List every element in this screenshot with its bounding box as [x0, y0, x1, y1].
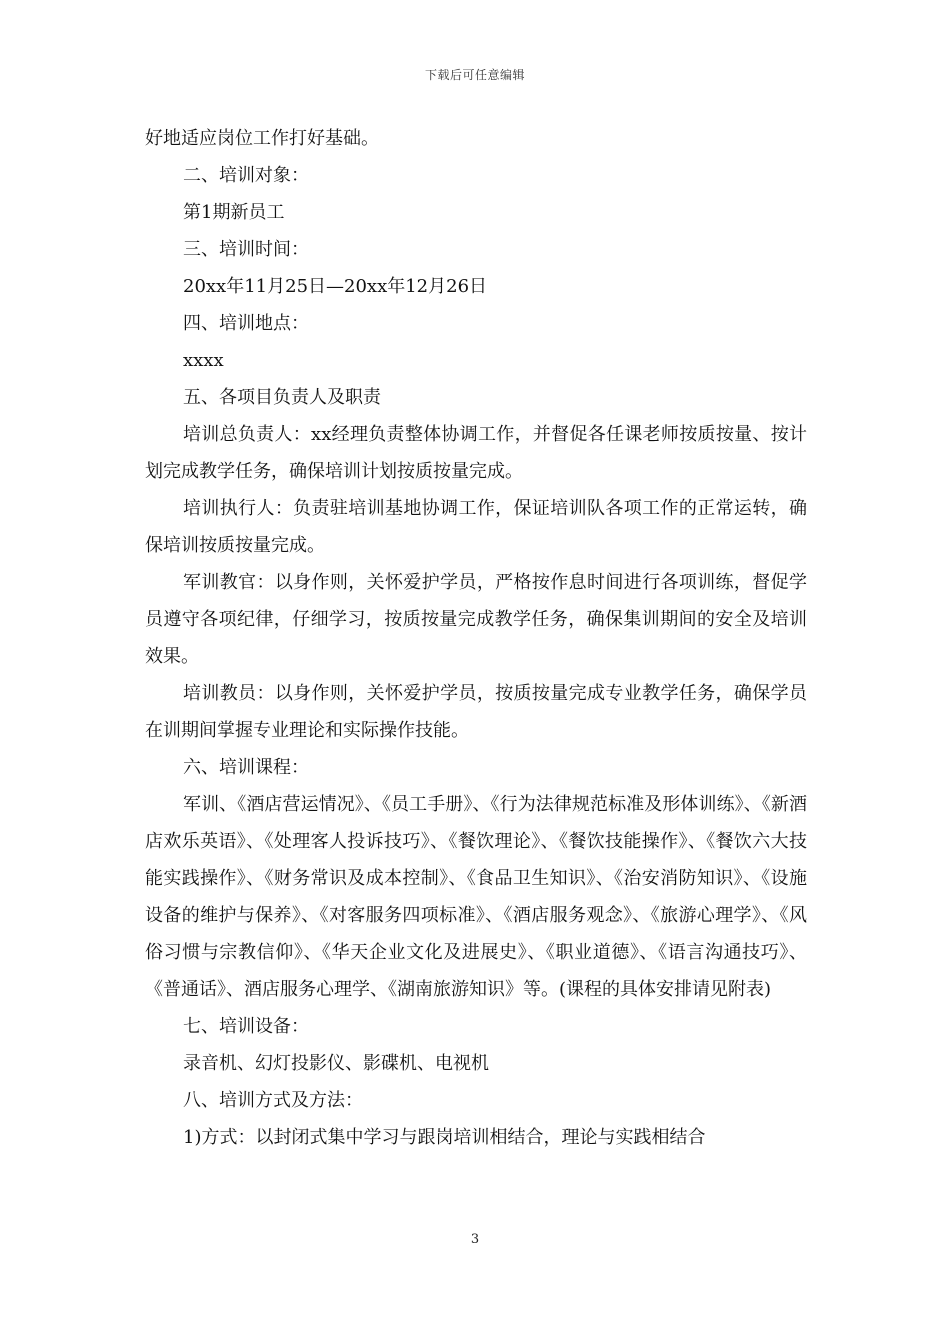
section-heading: 七、培训设备：	[183, 1016, 309, 1037]
paragraph: 培训教员：以身作则，关怀爱护学员，按质按量完成专业教学任务，确保学员在训期间掌握专业理论和实际操作技能。	[145, 683, 807, 741]
paragraph: xxxx	[183, 350, 224, 371]
section-heading: 三、培训时间：	[183, 239, 309, 260]
section-heading: 六、培训课程：	[183, 757, 309, 778]
paragraph: 好地适应岗位工作打好基础。	[145, 128, 379, 149]
paragraph: 培训执行人：负责驻培训基地协调工作，保证培训队各项工作的正常运转，确保培训按质按量完成。	[145, 498, 807, 556]
section-heading: 八、培训方式及方法：	[183, 1090, 363, 1111]
page-number: 3	[470, 1232, 480, 1247]
page-header: 下载后可任意编辑	[424, 68, 525, 82]
document-body	[145, 120, 807, 1156]
paragraph: 第1期新员工	[183, 202, 285, 223]
section-heading: 五、各项目负责人及职责	[183, 387, 381, 408]
section-heading: 四、培训地点：	[183, 313, 309, 334]
paragraph: 录音机、幻灯投影仪、影碟机、电视机	[183, 1053, 489, 1074]
paragraph: 军训、《酒店营运情况》、《员工手册》、《行为法律规范标准及形体训练》、《新酒店欢乐英语》、《处理客人投诉技巧》、《餐饮理论》、《餐饮技能操作》、《餐饮六大技能实践操作》、《财务常识及成本控制》、《食品卫生知识》、《治安消防知识》、《设施设备的维护与保养》、《对客服务四项标准》、《酒店服务观念》、《旅游心理学》、《风俗习惯与宗教信仰》、《华天企业文化及进展史》、《职业道德》、《语言沟通技巧》、《普通话》、酒店服务心理学、《湖南旅游知识》等。(课程的具体安排请见附表)	[145, 794, 807, 1000]
paragraph: 1)方式：以封闭式集中学习与跟岗培训相结合，理论与实践相结合	[183, 1127, 706, 1148]
paragraph: 培训总负责人：xx经理负责整体协调工作，并督促各任课老师按质按量、按计划完成教学任务，确保培训计划按质按量完成。	[145, 424, 807, 482]
paragraph: 20xx年11月25日—20xx年12月26日	[183, 276, 488, 297]
paragraph: 军训教官：以身作则，关怀爱护学员，严格按作息时间进行各项训练，督促学员遵守各项纪律，仔细学习，按质按量完成教学任务，确保集训期间的安全及培训效果。	[145, 572, 807, 667]
section-heading: 二、培训对象：	[183, 165, 309, 186]
